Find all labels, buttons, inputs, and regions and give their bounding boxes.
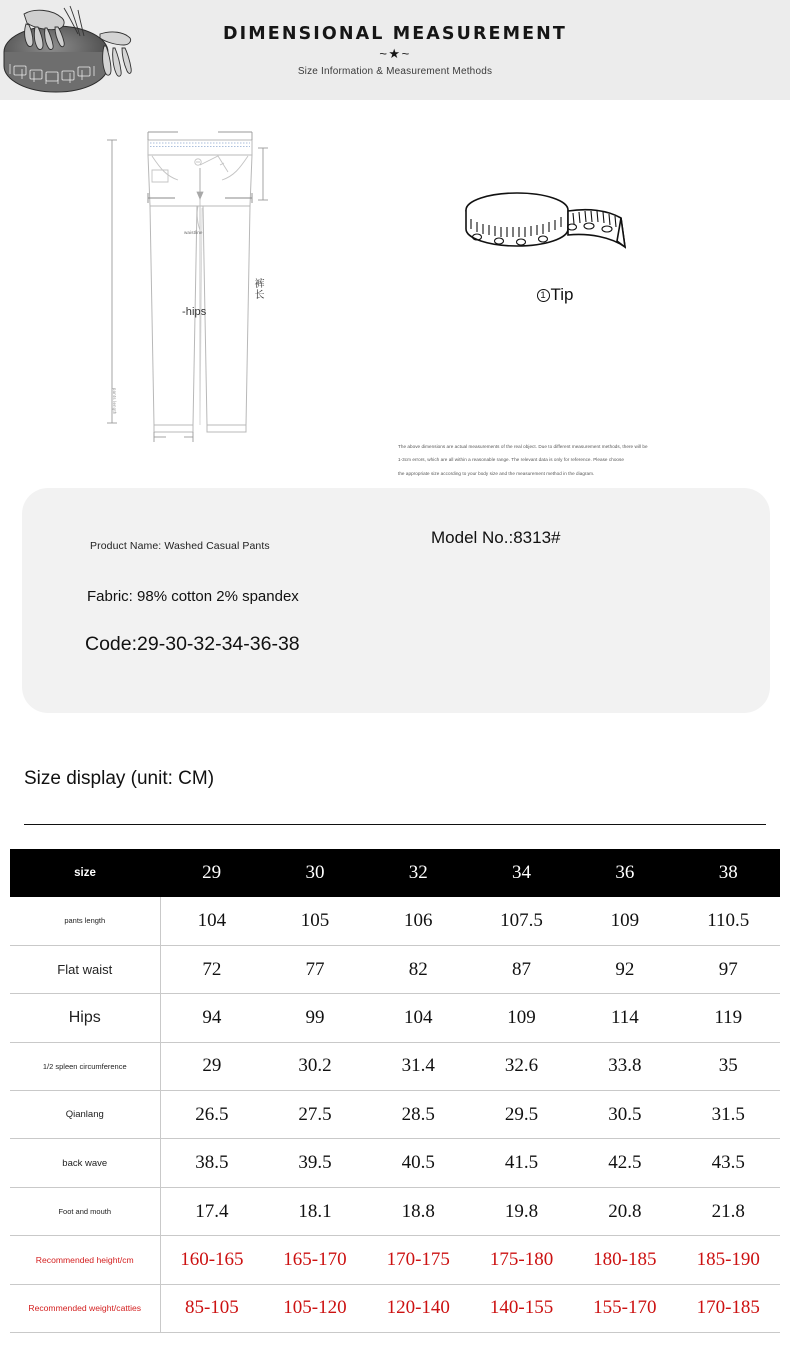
table-cell: 104	[367, 994, 470, 1042]
table-cell: 109	[573, 897, 676, 945]
measurement-disclaimer	[398, 440, 728, 480]
table-header-size-36: 36	[573, 849, 676, 897]
table-cell: 18.1	[263, 1187, 366, 1235]
table-cell: 31.4	[367, 1042, 470, 1090]
table-header-size-34: 34	[470, 849, 573, 897]
row-label: Recommended height/cm	[10, 1236, 160, 1284]
table-cell: 140-155	[470, 1284, 573, 1332]
table-cell: 77	[263, 945, 366, 993]
row-label: Flat waist	[10, 945, 160, 993]
table-cell: 19.8	[470, 1187, 573, 1235]
table-header-row	[10, 849, 780, 897]
table-cell: 35	[676, 1042, 780, 1090]
size-display-title: Size display (unit: CM)	[24, 768, 215, 789]
table-row	[10, 897, 780, 945]
table-header-size-38: 38	[676, 849, 780, 897]
title-divider	[24, 824, 766, 825]
disclaimer-line-3: the appropriate size according to your body size and the measurement method in the diagram.	[398, 470, 595, 476]
table-cell: 114	[573, 994, 676, 1042]
product-name: Product Name: Washed Casual Pants	[90, 540, 270, 552]
table-cell: 120-140	[367, 1284, 470, 1332]
row-label: Qianlang	[10, 1091, 160, 1139]
label-hips: -hips	[182, 306, 207, 318]
table-cell: 94	[160, 994, 263, 1042]
table-cell: 41.5	[470, 1139, 573, 1187]
table-cell: 97	[676, 945, 780, 993]
table-cell: 31.5	[676, 1091, 780, 1139]
disclaimer-line-2: 1-3cm errors, which are all within a reasonable range. The relevant data is only for reference. Please choose	[398, 457, 624, 463]
pants-technical-drawing	[100, 110, 300, 450]
table-cell: 99	[263, 994, 366, 1042]
table-cell: 40.5	[367, 1139, 470, 1187]
table-cell: 27.5	[263, 1091, 366, 1139]
tip-label	[455, 285, 655, 305]
table-cell: 110.5	[676, 897, 780, 945]
table-cell: 18.8	[367, 1187, 470, 1235]
tip-text: Tip	[550, 285, 574, 304]
table-cell: 160-165	[160, 1236, 263, 1284]
table-cell: 82	[367, 945, 470, 993]
table-header-size-32: 32	[367, 849, 470, 897]
table-row	[10, 1236, 780, 1284]
table-cell: 28.5	[367, 1091, 470, 1139]
table-cell: 39.5	[263, 1139, 366, 1187]
table-cell: 17.4	[160, 1187, 263, 1235]
table-cell: 105-120	[263, 1284, 366, 1332]
table-cell: 30.5	[573, 1091, 676, 1139]
table-row	[10, 1042, 780, 1090]
table-row	[10, 1091, 780, 1139]
row-label: Foot and mouth	[10, 1187, 160, 1235]
table-body	[10, 897, 780, 1333]
table-cell: 30.2	[263, 1042, 366, 1090]
table-cell: 42.5	[573, 1139, 676, 1187]
row-label: Recommended weight/catties	[10, 1284, 160, 1332]
table-cell: 107.5	[470, 897, 573, 945]
page-title: DIMENSIONAL MEASUREMENT	[223, 23, 567, 44]
table-header-size-30: 30	[263, 849, 366, 897]
table-cell: 165-170	[263, 1236, 366, 1284]
row-label: pants length	[10, 897, 160, 945]
table-cell: 33.8	[573, 1042, 676, 1090]
table-cell: 32.6	[470, 1042, 573, 1090]
table-cell: 170-185	[676, 1284, 780, 1332]
page-subtitle: Size Information & Measurement Methods	[297, 65, 493, 77]
table-cell: 180-185	[573, 1236, 676, 1284]
table-cell: 20.8	[573, 1187, 676, 1235]
table-cell: 72	[160, 945, 263, 993]
measurement-diagram-area	[0, 100, 790, 476]
size-chart-table	[10, 849, 780, 1333]
tape-measure-illustration	[455, 175, 655, 285]
table-row	[10, 945, 780, 993]
table-cell: 109	[470, 994, 573, 1042]
tip-number-badge: 1	[537, 289, 550, 302]
page-header	[0, 0, 790, 100]
star-ornament: ~★~	[379, 45, 411, 61]
table-cell: 106	[367, 897, 470, 945]
table-header-size-29: 29	[160, 849, 263, 897]
table-cell: 29.5	[470, 1091, 573, 1139]
table-cell: 119	[676, 994, 780, 1042]
row-label: back wave	[10, 1139, 160, 1187]
row-label: Hips	[10, 994, 160, 1042]
table-cell: 155-170	[573, 1284, 676, 1332]
table-row	[10, 994, 780, 1042]
table-header-size-label: size	[10, 849, 160, 897]
table-cell: 104	[160, 897, 263, 945]
table-row	[10, 1139, 780, 1187]
table-cell: 43.5	[676, 1139, 780, 1187]
table-cell: 29	[160, 1042, 263, 1090]
disclaimer-line-1: The above dimensions are actual measurements of the real object. Due to different measurement methods, there will be	[398, 444, 648, 449]
product-info-card	[22, 488, 770, 713]
label-waistline: waistline	[184, 230, 203, 235]
table-cell: 85-105	[160, 1284, 263, 1332]
label-pants-length: pants length	[112, 388, 117, 415]
row-label: 1/2 spleen circumference	[10, 1042, 160, 1090]
table-row	[10, 1187, 780, 1235]
table-cell: 170-175	[367, 1236, 470, 1284]
label-side-vertical: 裤长	[252, 278, 263, 300]
fabric-info: Fabric: 98% cotton 2% spandex	[87, 588, 299, 605]
model-number: Model No.:8313#	[431, 528, 561, 547]
table-cell: 26.5	[160, 1091, 263, 1139]
table-cell: 21.8	[676, 1187, 780, 1235]
table-cell: 87	[470, 945, 573, 993]
table-row	[10, 1284, 780, 1332]
table-cell: 38.5	[160, 1139, 263, 1187]
table-cell: 92	[573, 945, 676, 993]
table-cell: 105	[263, 897, 366, 945]
size-code: Code:29-30-32-34-36-38	[85, 633, 300, 655]
table-cell: 185-190	[676, 1236, 780, 1284]
table-cell: 175-180	[470, 1236, 573, 1284]
